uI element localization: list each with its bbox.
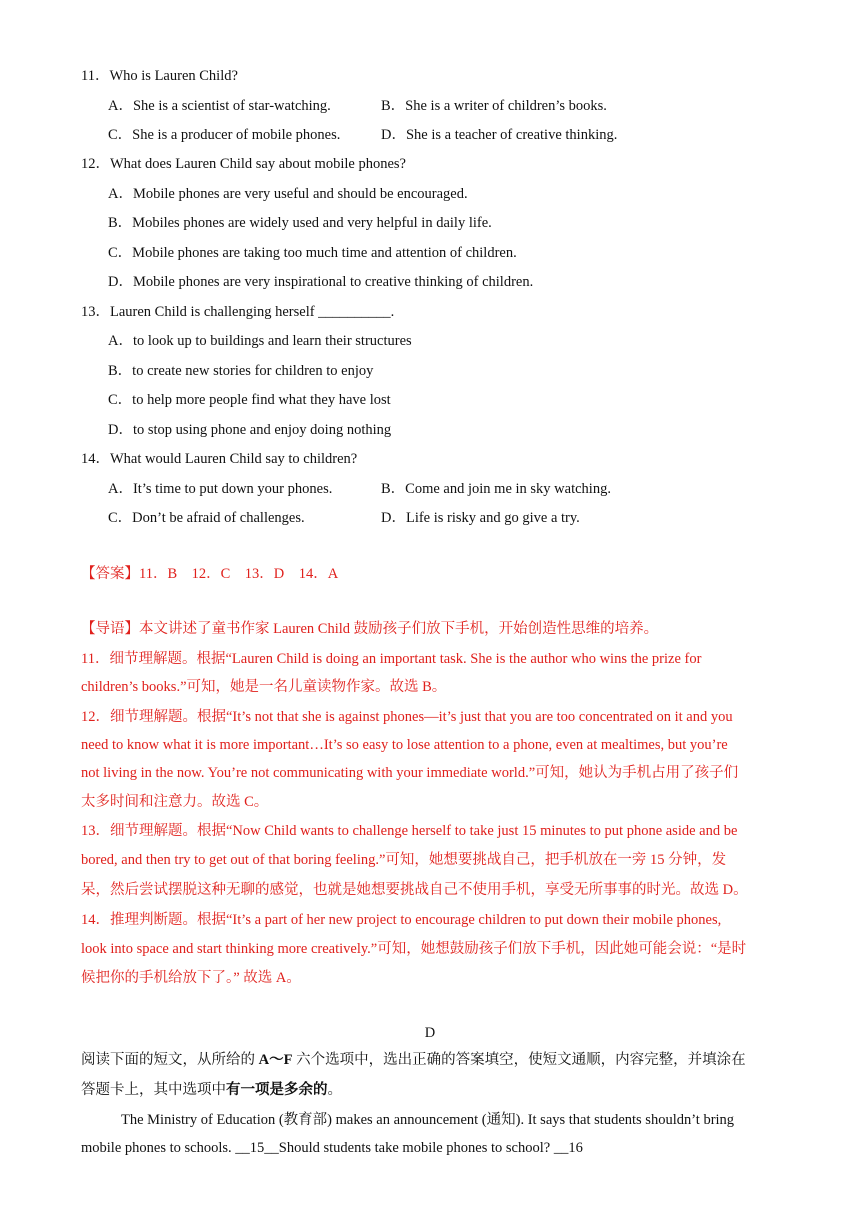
question-13-option-a: A．to look up to buildings and learn their structures xyxy=(108,333,412,349)
question-13-option-b: B．to create new stories for children to enjoy xyxy=(108,363,374,379)
question-11-option-b: B．She is a writer of children’s books. xyxy=(381,98,607,114)
question-13-stem: 13．Lauren Child is challenging herself __________. xyxy=(81,304,395,320)
question-12-option-b: B．Mobiles phones are widely used and very helpful in daily life. xyxy=(108,215,492,231)
instr-text: 答题卡上，其中选项中 xyxy=(81,1082,226,1098)
instr-text: 六个选项中，选出正确的答案填空，使短文通顺，内容完整，并填涂在 xyxy=(292,1052,746,1068)
question-14-option-d: D．Life is risky and go give a try. xyxy=(381,510,580,526)
question-13-option-c: C．to help more people find what they have lost xyxy=(108,392,391,408)
explanation-line: look into space and start thinking more creatively.”可知，她想鼓励孩子们放下手机，因此她可能会说：“是时 xyxy=(81,941,747,957)
instr-text: 阅读下面的短文，从所给的 xyxy=(81,1052,259,1068)
instr-options-range: A～F xyxy=(258,1052,293,1068)
explanation-line: not living in the now. You’re not communicating with your immediate world.”可知，她认为手机占用了孩子们 xyxy=(81,765,739,781)
blank-15: __15__ xyxy=(235,1140,279,1156)
guide-text: 本文讲述了童书作家 Lauren Child 鼓励孩子们放下手机，开始创造性思维的培养。 xyxy=(139,621,659,637)
explanation-line: need to know what it is more important…It’s so easy to lose attention to a phone, even at mealtimes, but you’re xyxy=(81,737,728,753)
question-11-option-c: C．She is a producer of mobile phones. xyxy=(108,127,341,143)
instr-text: 。 xyxy=(327,1082,342,1098)
section-instructions-line-1 xyxy=(81,1050,746,1070)
question-14-stem: 14．What would Lauren Child say to children? xyxy=(81,451,358,467)
question-14-option-b: B．Come and join me in sky watching. xyxy=(381,481,611,497)
explanation-line: children’s books.”可知，她是一名儿童读物作家。故选 B。 xyxy=(81,679,447,695)
explanation-line: 候把你的手机给放下了。” 故选 A。 xyxy=(81,970,301,986)
explanation-line: 太多时间和注意力。故选 C。 xyxy=(81,794,269,810)
explanation-line: 13．细节理解题。根据“Now Child wants to challenge herself to take just 15 minutes to put phone aside and be xyxy=(81,823,738,839)
instr-emphasis: 有一项是多余的 xyxy=(226,1082,328,1098)
question-11-option-d: D．She is a teacher of creative thinking. xyxy=(381,127,618,143)
answer-text: 11．B 12．C 13．D 14．A xyxy=(139,566,339,582)
question-11-stem: 11．Who is Lauren Child? xyxy=(81,68,238,84)
explanation-line: 12．细节理解题。根据“It’s not that she is against phones—it’s just that you are too concentrated on it and you xyxy=(81,709,733,725)
passage-text: Should students take mobile phones to school? xyxy=(278,1140,554,1156)
answer-line xyxy=(81,564,338,584)
explanation-line: 呆，然后尝试摆脱这种无聊的感觉，也就是她想要挑战自己不使用手机，享受无所事事的时光。故选 D。 xyxy=(81,882,748,898)
explanation-line: 11．细节理解题。根据“Lauren Child is doing an important task. She is the author who wins the prize for xyxy=(81,651,702,667)
question-13-option-d: D．to stop using phone and enjoy doing nothing xyxy=(108,422,392,438)
explanation-line: bored, and then try to get out of that boring feeling.”可知，她想要挑战自己，把手机放在一旁 15 分钟，发 xyxy=(81,852,727,868)
passage-text: mobile phones to schools. xyxy=(81,1140,236,1156)
guide-label: 【导语】 xyxy=(81,621,139,637)
question-14-option-c: C．Don’t be afraid of challenges. xyxy=(108,510,305,526)
question-12-option-c: C．Mobile phones are taking too much time and attention of children. xyxy=(108,245,517,261)
answer-label: 【答案】 xyxy=(81,566,139,582)
passage-line-1: The Ministry of Education (教育部) makes an announcement (通知). It says that students shouldn’t bring xyxy=(121,1112,735,1128)
passage-line-2 xyxy=(81,1138,583,1158)
question-12-stem: 12．What does Lauren Child say about mobile phones? xyxy=(81,156,406,172)
section-title: D xyxy=(424,1025,436,1041)
question-11-option-a: A．She is a scientist of star-watching. xyxy=(108,98,331,114)
explanation-line: 14．推理判断题。根据“It’s a part of her new project to encourage children to put down their mobile phones, xyxy=(81,912,722,928)
blank-16: __16 xyxy=(553,1140,583,1156)
question-14-option-a: A．It’s time to put down your phones. xyxy=(108,481,333,497)
section-instructions-line-2 xyxy=(81,1080,342,1100)
question-12-option-a: A．Mobile phones are very useful and should be encouraged. xyxy=(108,186,468,202)
question-12-option-d: D．Mobile phones are very inspirational to creative thinking of children. xyxy=(108,274,534,290)
guide-line xyxy=(81,619,658,639)
